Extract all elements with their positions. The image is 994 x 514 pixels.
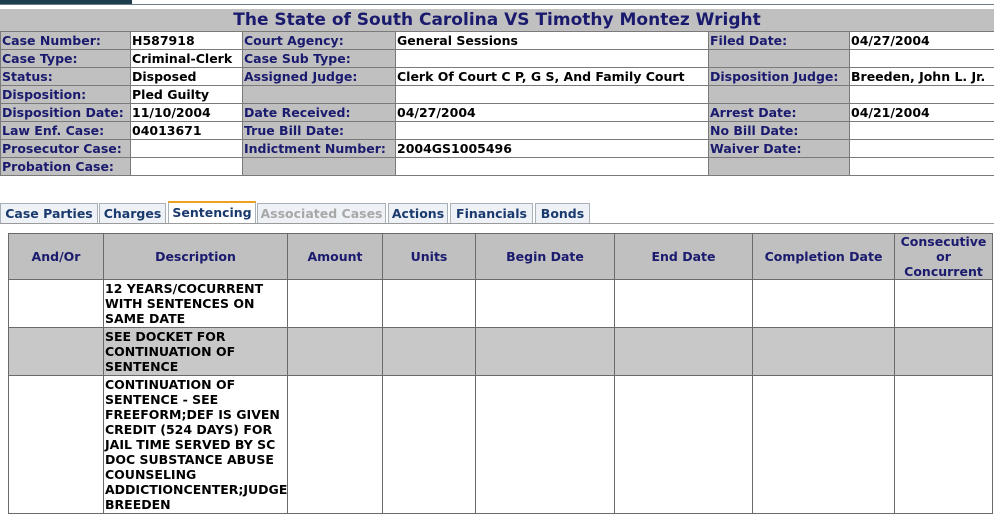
true-bill-date-label: True Bill Date: [243,122,396,140]
info-row [1,104,994,122]
tab-bonds[interactable]: Bonds [535,203,590,223]
filed-date-label: Filed Date: [709,32,850,50]
col-description: Description [104,234,288,280]
tab-case-parties[interactable]: Case Parties [0,203,98,223]
empty-cell [850,158,994,176]
case-type-label: Case Type: [1,50,131,68]
arrest-date-label: Arrest Date: [709,104,850,122]
case-number-label: Case Number: [1,32,131,50]
info-row [1,86,994,104]
table-row [9,280,993,328]
prosecutor-case-label: Prosecutor Case: [1,140,131,158]
tab-baseline [0,223,994,224]
cell-units [383,328,476,376]
case-sub-type-label: Case Sub Type: [243,50,396,68]
no-bill-date-label: No Bill Date: [709,122,850,140]
tab-associated-cases: Associated Cases [257,203,386,223]
cell-end-date [615,280,753,328]
info-row [1,50,994,68]
empty-cell [396,86,709,104]
cell-completion-date [753,376,895,514]
info-row [1,122,994,140]
indictment-number-label: Indictment Number: [243,140,396,158]
cell-units [383,280,476,328]
tab-bar [0,201,994,223]
cell-and-or [9,328,104,376]
status-value: Disposed [131,68,243,86]
disposition-label: Disposition: [1,86,131,104]
cell-amount [288,328,383,376]
waiver-date-label: Waiver Date: [709,140,850,158]
disposition-date-value: 11/10/2004 [131,104,243,122]
col-consecutive [895,234,993,280]
cell-description: CONTINUATION OF SENTENCE - SEE FREEFORM;DEF IS GIVEN CREDIT (524 DAYS) FOR JAIL TIME SERVED BY SC DOC SUBSTANCE ABUSE COUNSELING ADDICTIONCENTER;JUDGE BREEDEN [104,376,288,514]
empty-cell [243,158,396,176]
cell-begin-date [476,376,615,514]
top-bar-divider [0,4,994,5]
probation-case-label: Probation Case: [1,158,131,176]
tab-charges[interactable]: Charges [99,203,166,223]
arrest-date-value: 04/21/2004 [850,104,994,122]
tab-actions[interactable]: Actions [388,203,448,223]
no-bill-date-value [850,122,994,140]
cell-begin-date [476,280,615,328]
empty-cell [243,86,396,104]
date-received-value: 04/27/2004 [396,104,709,122]
probation-case-value [131,158,243,176]
cell-units [383,376,476,514]
case-type-value: Criminal-Clerk [131,50,243,68]
col-units: Units [383,234,476,280]
cell-consecutive [895,376,993,514]
law-enf-case-value: 04013671 [131,122,243,140]
cell-end-date [615,376,753,514]
cell-begin-date [476,328,615,376]
cell-and-or [9,376,104,514]
court-agency-label: Court Agency: [243,32,396,50]
date-received-label: Date Received: [243,104,396,122]
assigned-judge-value: Clerk Of Court C P, G S, And Family Court [396,68,709,86]
info-row [1,140,994,158]
empty-cell [709,86,850,104]
cell-completion-date [753,328,895,376]
case-sub-type-value [396,50,709,68]
cell-consecutive [895,280,993,328]
top-bar [0,0,994,5]
indictment-number-value: 2004GS1005496 [396,140,709,158]
cell-end-date [615,328,753,376]
disposition-judge-value: Breeden, John L. Jr. [850,68,994,86]
sentencing-header-row [9,234,993,280]
col-amount: Amount [288,234,383,280]
cell-completion-date [753,280,895,328]
empty-cell [396,158,709,176]
law-enf-case-label: Law Enf. Case: [1,122,131,140]
empty-cell [709,158,850,176]
court-agency-value: General Sessions [396,32,709,50]
prosecutor-case-value [131,140,243,158]
cell-amount [288,376,383,514]
col-completion-date: Completion Date [753,234,895,280]
case-info-table [0,31,994,176]
status-label: Status: [1,68,131,86]
filed-date-value: 04/27/2004 [850,32,994,50]
tab-sentencing[interactable]: Sentencing [168,201,256,224]
cell-amount [288,280,383,328]
table-row [9,376,993,514]
cell-and-or [9,280,104,328]
empty-cell [850,86,994,104]
disposition-date-label: Disposition Date: [1,104,131,122]
col-begin-date: Begin Date [476,234,615,280]
waiver-date-value [850,140,994,158]
case-number-value: H587918 [131,32,243,50]
empty-cell [850,50,994,68]
disposition-value: Pled Guilty [131,86,243,104]
cell-consecutive [895,328,993,376]
info-row [1,158,994,176]
disposition-judge-label: Disposition Judge: [709,68,850,86]
col-consecutive-line1: Consecutive [895,234,992,249]
col-end-date: End Date [615,234,753,280]
sentencing-table [8,233,993,514]
empty-cell [709,50,850,68]
assigned-judge-label: Assigned Judge: [243,68,396,86]
table-row [9,328,993,376]
case-title: The State of South Carolina VS Timothy Montez Wright [0,9,994,31]
col-and-or: And/Or [9,234,104,280]
col-consecutive-line2: or Concurrent [895,249,992,279]
info-row [1,32,994,50]
true-bill-date-value [396,122,709,140]
tab-financials[interactable]: Financials [450,203,533,223]
cell-description: SEE DOCKET FOR CONTINUATION OF SENTENCE [104,328,288,376]
info-row [1,68,994,86]
cell-description: 12 YEARS/COCURRENT WITH SENTENCES ON SAME DATE [104,280,288,328]
